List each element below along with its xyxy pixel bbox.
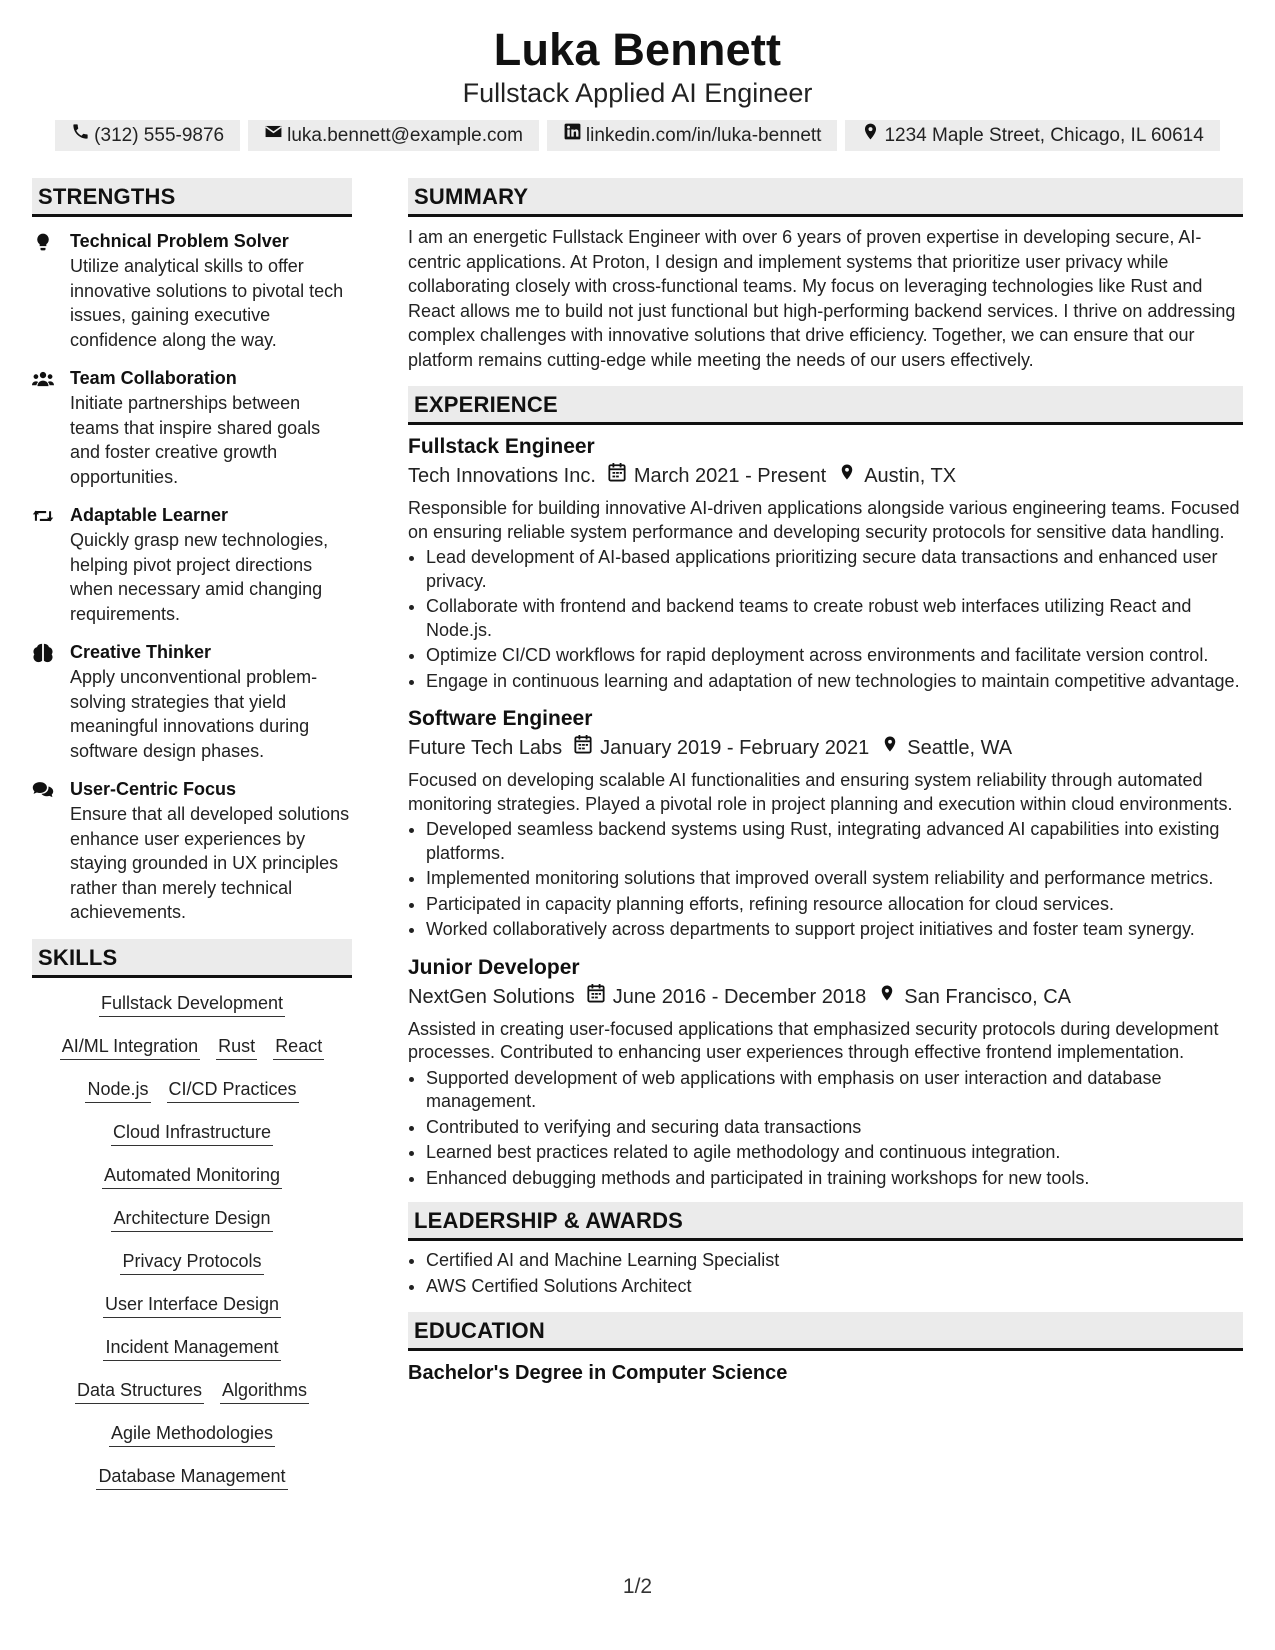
map-pin-icon (881, 733, 899, 763)
skill-tag: AI/ML Integration (60, 1035, 200, 1060)
job-bullet: • Engage in continuous learning and adaptation of new technologies to maintain competitive advantage. (426, 670, 1243, 694)
job-description: Assisted in creating user-focused applications that emphasized security protocols during development processes. Contributed to enhancing user experiences through effective frontend implementation. (408, 1018, 1219, 1062)
job-title: Software Engineer (408, 707, 593, 730)
awards-section (408, 1202, 1243, 1298)
strength-desc: Ensure that all developed solutions enhance user experiences by staying grounded in UX principles rather than merely technical achievements. (70, 804, 350, 922)
strength-title: Creative Thinker (70, 642, 212, 662)
education-section (408, 1312, 1243, 1387)
job-bullet: • Collaborate with frontend and backend teams to create robust web interfaces utilizing React and Node.js. (426, 595, 1243, 642)
strength-title: User-Centric Focus (70, 779, 237, 799)
envelope-icon (264, 122, 283, 149)
retweet-icon (32, 503, 56, 626)
award-item: • Certified AI and Machine Learning Specialist (426, 1249, 1243, 1273)
strength-item (32, 366, 352, 489)
job-location: Austin, TX (864, 465, 957, 487)
job-bullet: • Lead development of AI-based applications prioritizing secure data transactions and enhanced user privacy. (426, 546, 1243, 593)
job-bullet: • Worked collaboratively across departments to support project initiatives and foster team synergy. (426, 918, 1243, 942)
contact-email-text: luka.bennett@example.com (287, 124, 523, 146)
job-bullet: • Participated in capacity planning efforts, refining resource allocation for cloud services. (426, 893, 1243, 917)
job-dates: June 2016 - December 2018 (612, 985, 867, 1008)
right-column (408, 178, 1243, 1508)
job-bullet: • Enhanced debugging methods and participated in training workshops for new tools. (426, 1167, 1243, 1191)
job-description: Responsible for building innovative AI-driven applications alongside various engineering teams. Focused on ensuring reliable system performance and developing security protocols for sensitive data handling. (408, 498, 1240, 542)
job-entry (408, 433, 1243, 693)
brain-icon (32, 640, 56, 763)
job-dates: January 2019 - February 2021 (600, 737, 870, 759)
job-bullet: • Contributed to verifying and securing data transactions (426, 1116, 1243, 1140)
job-company: Tech Innovations Inc. (408, 465, 596, 487)
education-degree: Bachelor's Degree in Computer Science (408, 1362, 788, 1384)
job-location: Seattle, WA (907, 737, 1013, 759)
job-entry (408, 705, 1243, 942)
skill-tag: CI/CD Practices (167, 1078, 299, 1103)
job-bullet: • Developed seamless backend systems using Rust, integrating advanced AI capabilities into existing platforms. (426, 818, 1243, 865)
job-title: Fullstack Engineer (408, 435, 595, 458)
candidate-name: Luka Bennett (493, 24, 782, 75)
job-entry (408, 954, 1243, 1191)
left-column (32, 178, 352, 1508)
skill-tag: Architecture Design (111, 1207, 272, 1232)
award-item: • AWS Certified Solutions Architect (426, 1275, 1243, 1299)
job-meta (408, 733, 1243, 763)
calendar-icon (587, 982, 605, 1012)
skills-section (32, 939, 352, 1490)
skill-tag: React (273, 1035, 324, 1060)
contact-address (845, 120, 1219, 151)
job-bullets (408, 1067, 1243, 1191)
map-pin-icon (861, 122, 880, 149)
skill-tag: Cloud Infrastructure (111, 1121, 273, 1146)
contact-phone-text: (312) 555-9876 (94, 124, 225, 146)
job-bullet: • Learned best practices related to agile methodology and continuous integration. (426, 1141, 1243, 1165)
strength-item (32, 229, 352, 352)
skill-tag: Algorithms (220, 1379, 309, 1404)
awards-list (408, 1249, 1243, 1298)
strength-desc: Initiate partnerships between teams that inspire shared goals and foster creative growth opportunities. (70, 393, 321, 487)
strength-item (32, 503, 352, 626)
job-meta (408, 982, 1243, 1012)
summary-heading: SUMMARY (408, 178, 1243, 217)
candidate-title: Fullstack Applied AI Engineer (462, 78, 813, 108)
skill-tag: Node.js (85, 1078, 150, 1103)
skill-tag: Agile Methodologies (109, 1422, 275, 1447)
page-number: 1/2 (622, 1575, 653, 1598)
lightbulb-icon (32, 229, 56, 352)
contact-email[interactable] (248, 120, 539, 151)
strengths-list (32, 229, 352, 925)
skill-tag: User Interface Design (103, 1293, 281, 1318)
job-description: Focused on developing scalable AI functionalities and ensuring system reliability through automated monitoring strategies. Played a pivotal role in project planning and execution within cloud environments. (408, 770, 1233, 814)
awards-heading: LEADERSHIP & AWARDS (408, 1202, 1243, 1241)
job-bullets (408, 546, 1243, 693)
strengths-heading: STRENGTHS (32, 178, 352, 217)
contact-linkedin[interactable] (547, 120, 838, 151)
users-icon (32, 366, 56, 489)
skill-tag: Automated Monitoring (102, 1164, 282, 1189)
linkedin-icon (563, 122, 582, 149)
job-dates: March 2021 - Present (633, 465, 827, 487)
contact-phone[interactable] (55, 120, 240, 151)
skill-tag: Fullstack Development (99, 992, 285, 1017)
skill-tag: Privacy Protocols (120, 1250, 263, 1275)
job-bullet: • Optimize CI/CD workflows for rapid deployment across environments and facilitate version control. (426, 644, 1243, 668)
job-bullet: • Implemented monitoring solutions that improved overall system reliability and performance metrics. (426, 867, 1243, 891)
summary-text: I am an energetic Fullstack Engineer with over 6 years of proven expertise in developing secure, AI-centric applications. At Proton, I design and implement systems that prioritize user privacy while collaborating closely with cross-functional teams. My focus on leveraging technologies like Rust and React allows me to build not just functional but high-performing backend services. I thrive on addressing complex challenges with innovative solutions that drive efficiency. Together, we can ensure that our platform remains cutting-edge while meeting the needs of our users effectively. (408, 227, 1236, 370)
map-pin-icon (838, 461, 856, 491)
contact-bar (0, 120, 1275, 151)
skill-tag: Database Management (96, 1465, 287, 1490)
strength-desc: Utilize analytical skills to offer innovative solutions to pivotal tech issues, gaining executive confidence along the way. (70, 256, 344, 350)
education-heading: EDUCATION (408, 1312, 1243, 1351)
strength-title: Adaptable Learner (70, 505, 229, 525)
strength-desc: Apply unconventional problem-solving strategies that yield meaningful innovations during software design phases. (70, 667, 318, 761)
skills-list (32, 992, 352, 1490)
experience-heading: EXPERIENCE (408, 386, 1243, 425)
strength-desc: Quickly grasp new technologies, helping pivot project directions when necessary amid changing requirements. (70, 530, 329, 624)
strength-item (32, 640, 352, 763)
skill-tag: Rust (216, 1035, 257, 1060)
comments-icon (32, 777, 56, 925)
skill-tag: Incident Management (103, 1336, 280, 1361)
calendar-icon (608, 461, 626, 491)
resume-header (0, 0, 1275, 151)
job-company: NextGen Solutions (408, 985, 575, 1008)
calendar-icon (574, 733, 592, 763)
job-location: San Francisco, CA (904, 985, 1071, 1008)
contact-linkedin-text: linkedin.com/in/luka-bennett (585, 124, 822, 146)
map-pin-icon (878, 982, 896, 1012)
job-meta (408, 461, 1243, 491)
strength-title: Team Collaboration (70, 368, 237, 388)
skill-tag: Data Structures (75, 1379, 204, 1404)
job-company: Future Tech Labs (408, 737, 563, 759)
phone-icon (71, 122, 90, 149)
job-title: Junior Developer (408, 955, 580, 979)
summary-section (408, 178, 1243, 372)
strength-item (32, 777, 352, 925)
job-bullets (408, 818, 1243, 942)
skills-heading: SKILLS (32, 939, 352, 978)
experience-section (408, 386, 1243, 1190)
strength-title: Technical Problem Solver (70, 231, 289, 251)
job-bullet: • Supported development of web applications with emphasis on user interaction and database management. (426, 1067, 1243, 1114)
contact-address-text: 1234 Maple Street, Chicago, IL 60614 (884, 124, 1204, 146)
